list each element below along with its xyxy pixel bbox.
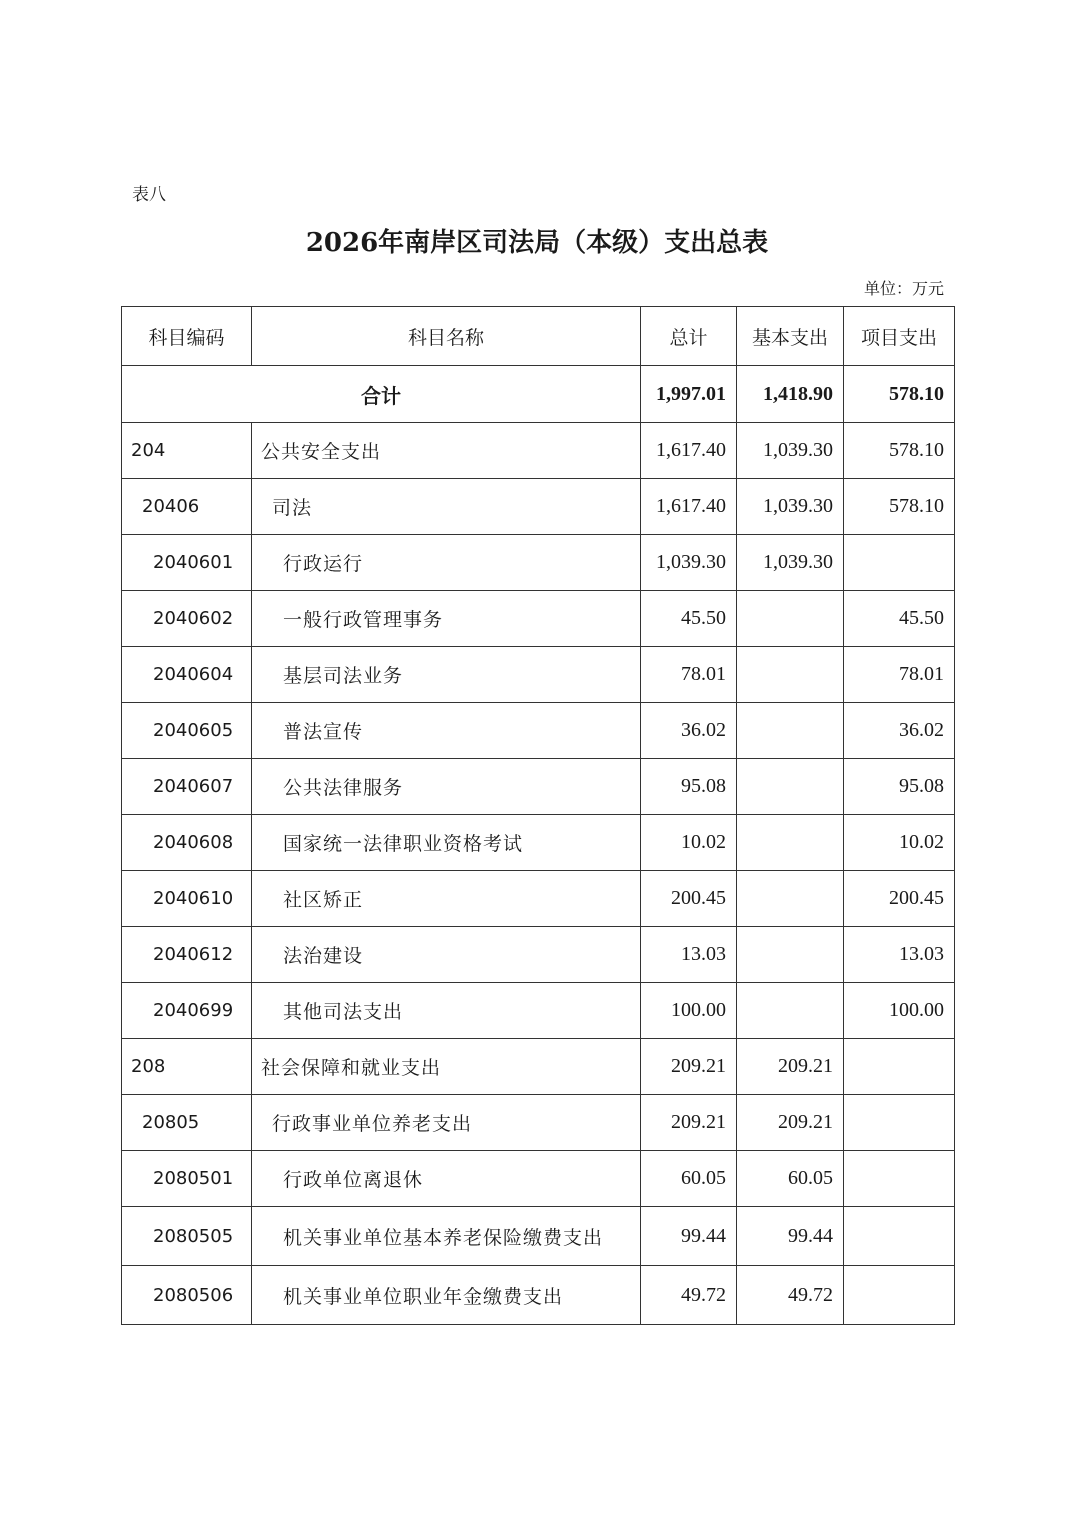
total-project-value: 578.10	[844, 366, 955, 423]
subject-code-cell: 2040607	[122, 759, 252, 815]
project-cell: 578.10	[844, 479, 955, 535]
column-header-name: 科目名称	[252, 307, 641, 366]
subject-code-cell: 2040610	[122, 871, 252, 927]
total-value: 1,997.01	[641, 366, 737, 423]
total-cell: 99.44	[641, 1207, 737, 1266]
subject-name-cell: 行政运行	[252, 535, 641, 591]
subject-code-cell: 2040605	[122, 703, 252, 759]
subject-name-cell: 司法	[252, 479, 641, 535]
subject-name-cell: 机关事业单位基本养老保险缴费支出	[252, 1207, 641, 1266]
basic-cell	[737, 647, 844, 703]
basic-cell	[737, 983, 844, 1039]
subject-code-cell: 204	[122, 423, 252, 479]
subject-code-cell: 20805	[122, 1095, 252, 1151]
table-row	[122, 1039, 955, 1095]
basic-cell: 99.44	[737, 1207, 844, 1266]
total-cell: 209.21	[641, 1039, 737, 1095]
total-cell: 10.02	[641, 815, 737, 871]
subject-code-cell: 20406	[122, 479, 252, 535]
column-header-total: 总计	[641, 307, 737, 366]
table-row	[122, 703, 955, 759]
project-cell: 10.02	[844, 815, 955, 871]
project-cell	[844, 1095, 955, 1151]
basic-cell	[737, 591, 844, 647]
subject-code-cell: 2040608	[122, 815, 252, 871]
table-row	[122, 1151, 955, 1207]
subject-code-cell: 208	[122, 1039, 252, 1095]
total-cell: 95.08	[641, 759, 737, 815]
project-cell	[844, 1039, 955, 1095]
project-cell: 78.01	[844, 647, 955, 703]
total-cell: 200.45	[641, 871, 737, 927]
unit-label: 单位：万元	[863, 279, 944, 298]
subject-code-cell: 2040699	[122, 983, 252, 1039]
total-cell: 209.21	[641, 1095, 737, 1151]
basic-cell	[737, 759, 844, 815]
total-cell: 78.01	[641, 647, 737, 703]
table-row	[122, 815, 955, 871]
subject-name-cell: 行政单位离退休	[252, 1151, 641, 1207]
subject-name-cell: 国家统一法律职业资格考试	[252, 815, 641, 871]
total-cell: 13.03	[641, 927, 737, 983]
basic-cell	[737, 871, 844, 927]
subject-code-cell: 2040612	[122, 927, 252, 983]
subject-code-cell: 2080506	[122, 1266, 252, 1325]
table-row	[122, 983, 955, 1039]
header-row	[122, 307, 955, 366]
subject-name-cell: 公共安全支出	[252, 423, 641, 479]
basic-cell: 60.05	[737, 1151, 844, 1207]
subject-name-cell: 机关事业单位职业年金缴费支出	[252, 1266, 641, 1325]
table-row	[122, 647, 955, 703]
project-cell	[844, 535, 955, 591]
basic-cell: 1,039.30	[737, 423, 844, 479]
subject-code-cell: 2080505	[122, 1207, 252, 1266]
total-cell: 45.50	[641, 591, 737, 647]
total-cell: 100.00	[641, 983, 737, 1039]
table-row	[122, 927, 955, 983]
subject-name-cell: 法治建设	[252, 927, 641, 983]
table-row	[122, 1095, 955, 1151]
table-row	[122, 1207, 955, 1266]
project-cell: 100.00	[844, 983, 955, 1039]
subject-name-cell: 行政事业单位养老支出	[252, 1095, 641, 1151]
subject-name-cell: 社区矫正	[252, 871, 641, 927]
subject-code-cell: 2040604	[122, 647, 252, 703]
subject-name-cell: 其他司法支出	[252, 983, 641, 1039]
table-row	[122, 479, 955, 535]
column-header-code: 科目编码	[122, 307, 252, 366]
total-cell: 60.05	[641, 1151, 737, 1207]
basic-cell: 1,039.30	[737, 535, 844, 591]
page-title: 2026年南岸区司法局（本级）支出总表	[305, 228, 769, 258]
project-cell	[844, 1266, 955, 1325]
project-cell: 36.02	[844, 703, 955, 759]
total-cell: 1,617.40	[641, 423, 737, 479]
total-cell: 1,617.40	[641, 479, 737, 535]
table-row	[122, 535, 955, 591]
basic-cell: 209.21	[737, 1039, 844, 1095]
project-cell: 45.50	[844, 591, 955, 647]
subject-name-cell: 基层司法业务	[252, 647, 641, 703]
basic-cell: 209.21	[737, 1095, 844, 1151]
table-row	[122, 591, 955, 647]
subject-code-cell: 2040602	[122, 591, 252, 647]
basic-cell	[737, 927, 844, 983]
project-cell: 13.03	[844, 927, 955, 983]
table-row	[122, 871, 955, 927]
total-cell: 1,039.30	[641, 535, 737, 591]
basic-cell	[737, 703, 844, 759]
subject-name-cell: 社会保障和就业支出	[252, 1039, 641, 1095]
subject-name-cell: 一般行政管理事务	[252, 591, 641, 647]
basic-cell: 1,039.30	[737, 479, 844, 535]
project-cell	[844, 1207, 955, 1266]
table-label: 表八	[132, 185, 166, 205]
subject-name-cell: 公共法律服务	[252, 759, 641, 815]
table-row	[122, 423, 955, 479]
total-row	[122, 366, 955, 423]
total-cell: 49.72	[641, 1266, 737, 1325]
project-cell: 95.08	[844, 759, 955, 815]
total-label: 合计	[122, 366, 641, 423]
basic-cell: 49.72	[737, 1266, 844, 1325]
column-header-project: 项目支出	[844, 307, 955, 366]
total-cell: 36.02	[641, 703, 737, 759]
project-cell	[844, 1151, 955, 1207]
project-cell: 200.45	[844, 871, 955, 927]
subject-code-cell: 2040601	[122, 535, 252, 591]
table-row	[122, 759, 955, 815]
basic-cell	[737, 815, 844, 871]
column-header-basic: 基本支出	[737, 307, 844, 366]
expenditure-table	[121, 306, 955, 1325]
subject-name-cell: 普法宣传	[252, 703, 641, 759]
subject-code-cell: 2080501	[122, 1151, 252, 1207]
total-basic-value: 1,418.90	[737, 366, 844, 423]
table-row	[122, 1266, 955, 1325]
project-cell: 578.10	[844, 423, 955, 479]
